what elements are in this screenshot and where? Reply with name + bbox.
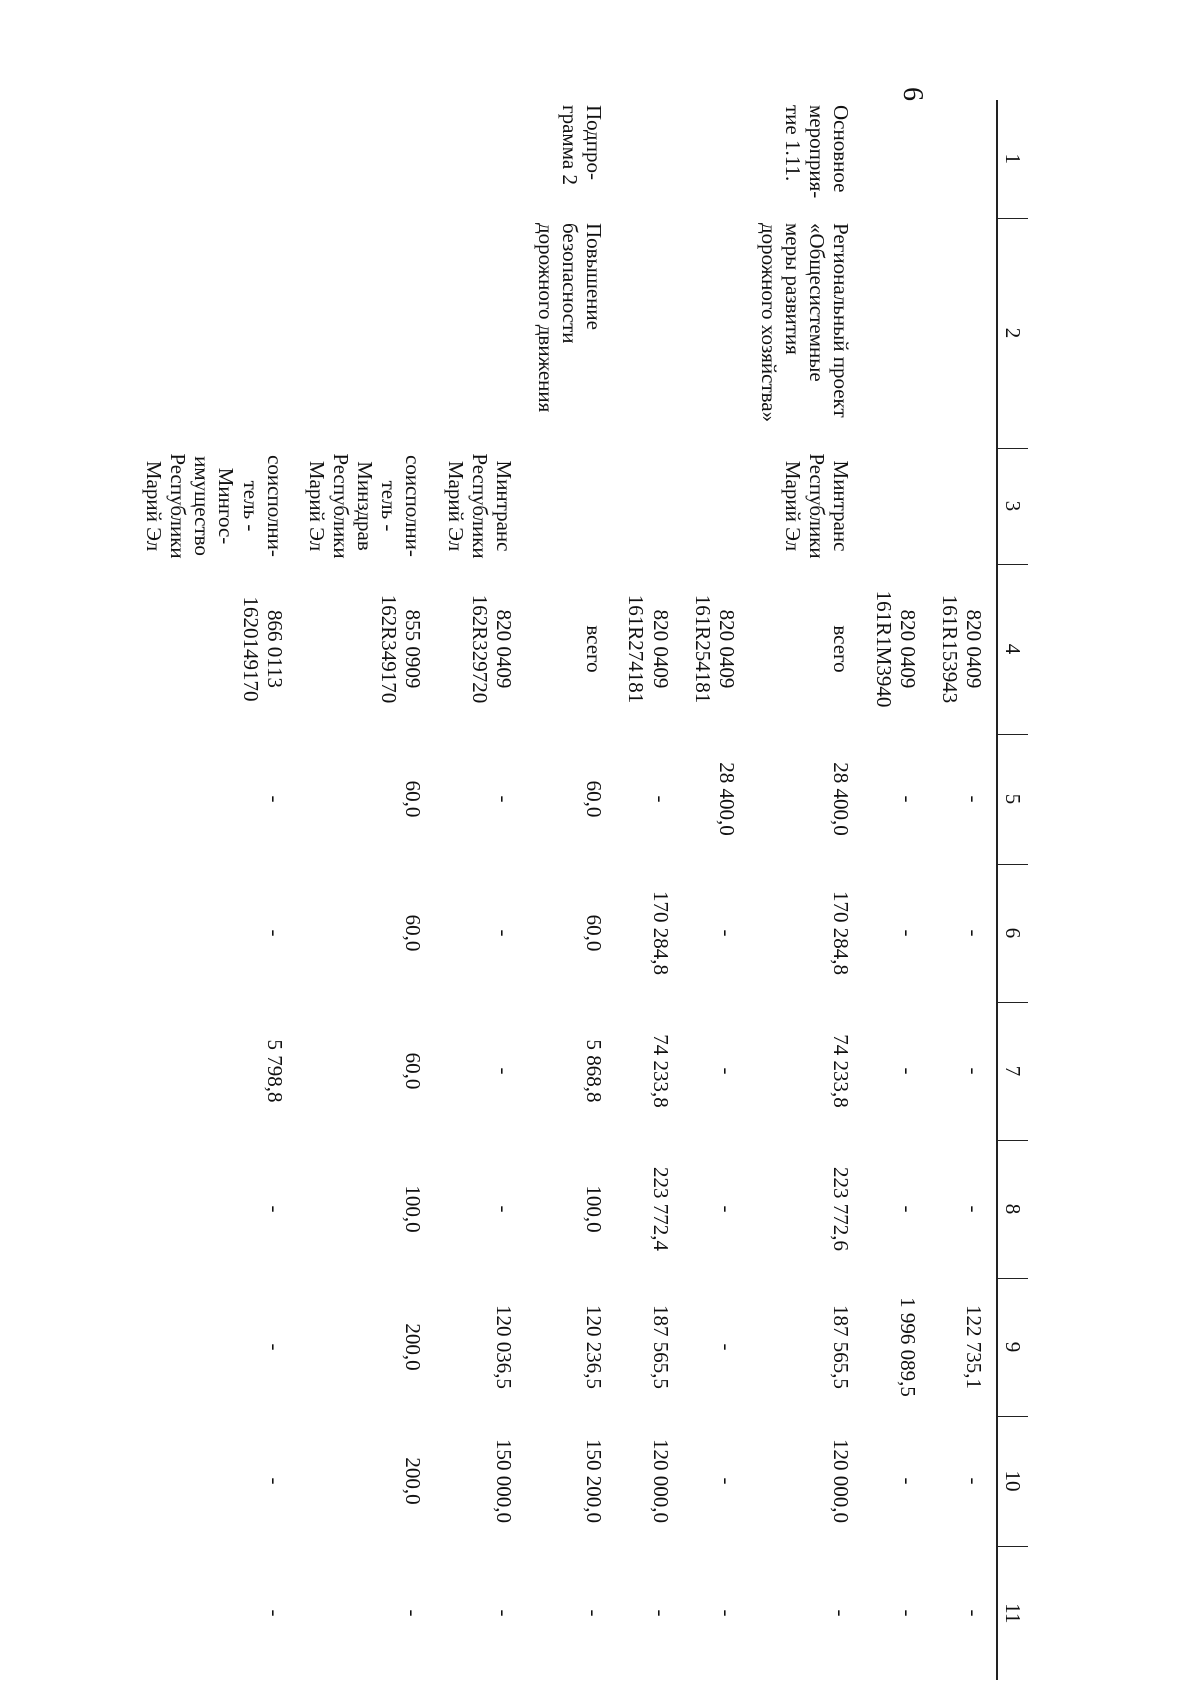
cell-line: всего — [582, 625, 607, 673]
col-header-8: 8 — [997, 1140, 1028, 1278]
cell-line: Республики — [805, 453, 830, 559]
cell-col-5: - — [491, 795, 516, 803]
cell-line: Республики — [329, 453, 354, 559]
cell-col-7: 5 868,8 — [582, 1039, 607, 1103]
cell-col-5: - — [895, 795, 920, 803]
cell-col-3 — [757, 448, 872, 564]
cell-col-10: 150 000,0 — [491, 1439, 516, 1523]
cell-col-9: 122 735,1 — [962, 1305, 986, 1389]
cell-col-1 — [757, 100, 872, 218]
col-header-7: 7 — [997, 1002, 1028, 1140]
cell-col-9: 120 236,5 — [582, 1305, 607, 1389]
cell-line: 1620149170 — [238, 596, 263, 702]
col-header-2: 2 — [997, 218, 1028, 448]
table-row — [142, 100, 305, 1680]
table-row — [305, 100, 444, 1680]
cell-col-9: 187 565,5 — [829, 1305, 854, 1389]
cell-col-1 — [938, 100, 997, 218]
cell-col-8: - — [262, 1205, 287, 1213]
cell-line: мероприя- — [805, 105, 830, 199]
cell-line: всего — [829, 625, 854, 673]
cell-line: дорожного движения — [534, 223, 559, 413]
col-header-5: 5 — [997, 734, 1028, 864]
col-header-9: 9 — [997, 1278, 1028, 1416]
cell-line: Марий Эл — [304, 460, 329, 552]
cell-col-11: - — [491, 1609, 516, 1617]
cell-col-8: 223 772,4 — [648, 1167, 673, 1251]
cell-col-4 — [305, 564, 444, 734]
cell-line: 161R274181 — [624, 594, 649, 704]
cell-line: Минтранс — [491, 460, 516, 552]
cell-line: 820 0409 — [491, 609, 516, 689]
cell-line: 820 0409 — [648, 609, 673, 689]
cell-col-6: - — [895, 929, 920, 937]
budget-table — [142, 100, 1028, 1680]
cell-line: Подпро- — [582, 105, 607, 180]
cell-line: соисполни- — [401, 455, 426, 557]
table-row — [624, 100, 690, 1680]
cell-col-7: 5 798,8 — [262, 1039, 287, 1103]
cell-col-3 — [142, 448, 305, 564]
col-header-3: 3 — [997, 448, 1028, 564]
header-row — [997, 100, 1028, 1680]
cell-line: 162R349170 — [377, 594, 402, 704]
cell-col-8: 100,0 — [401, 1185, 426, 1233]
cell-col-11: - — [829, 1609, 854, 1617]
cell-col-9: 200,0 — [401, 1323, 426, 1371]
cell-line: 820 0409 — [962, 609, 986, 689]
cell-col-10: 150 200,0 — [582, 1439, 607, 1523]
cell-line: 855 0909 — [401, 609, 426, 689]
table-row — [691, 100, 757, 1680]
col-header-1: 1 — [997, 100, 1028, 218]
cell-col-2 — [757, 218, 872, 448]
table-row — [534, 100, 624, 1680]
cell-col-3 — [938, 448, 997, 564]
cell-col-7: 74 233,8 — [829, 1034, 854, 1108]
cell-line: Республики — [166, 453, 191, 559]
cell-col-11: - — [648, 1609, 673, 1617]
cell-col-7: 60,0 — [401, 1052, 426, 1090]
cell-line: Повышение — [582, 223, 607, 330]
cell-line: дорожного хозяйства» — [757, 223, 782, 423]
cell-col-11: - — [895, 1609, 920, 1617]
cell-line: Марий Эл — [443, 460, 468, 552]
cell-line: тель - — [377, 480, 402, 532]
cell-col-6: - — [962, 929, 986, 937]
cell-col-3 — [305, 448, 444, 564]
rotated-table-container — [142, 100, 1028, 1680]
table-row — [757, 100, 872, 1680]
cell-line: 161R254181 — [690, 594, 715, 704]
cell-col-4 — [624, 564, 690, 734]
cell-col-2 — [691, 218, 757, 448]
cell-line: меры развития — [781, 223, 806, 355]
cell-col-5: - — [262, 795, 287, 803]
cell-line: Мингос- — [214, 467, 239, 545]
cell-col-1 — [534, 100, 624, 218]
cell-col-10: 200,0 — [401, 1457, 426, 1505]
cell-col-4 — [757, 564, 872, 734]
cell-col-1 — [871, 100, 937, 218]
cell-col-10: - — [962, 1477, 986, 1485]
cell-col-4 — [871, 564, 937, 734]
cell-col-5: 60,0 — [582, 780, 607, 818]
cell-col-3 — [691, 448, 757, 564]
cell-col-9: - — [262, 1343, 287, 1351]
cell-col-3 — [534, 448, 624, 564]
cell-line: имущество — [190, 456, 215, 556]
cell-col-2 — [142, 218, 305, 448]
cell-col-8: 223 772,6 — [829, 1167, 854, 1251]
cell-col-4 — [142, 564, 305, 734]
cell-col-11: - — [582, 1609, 607, 1617]
cell-col-11: - — [401, 1609, 426, 1617]
cell-line: 161R1M3940 — [871, 590, 896, 708]
cell-col-8: - — [491, 1205, 516, 1213]
cell-line: 866 0113 — [262, 610, 287, 688]
cell-line: Основное — [829, 105, 854, 193]
cell-col-8: 100,0 — [582, 1185, 607, 1233]
cell-col-10: - — [895, 1477, 920, 1485]
cell-col-2 — [624, 218, 690, 448]
cell-col-1 — [142, 100, 305, 218]
cell-col-10: 120 000,0 — [829, 1439, 854, 1523]
cell-col-7: 74 233,8 — [648, 1034, 673, 1108]
cell-line: 161R153943 — [937, 594, 962, 704]
cell-line: 162R329720 — [467, 594, 492, 704]
cell-col-6: 170 284,8 — [829, 891, 854, 975]
cell-col-5: 60,0 — [401, 780, 426, 818]
cell-line: 820 0409 — [714, 609, 739, 689]
cell-col-1 — [443, 100, 533, 218]
cell-col-6: 60,0 — [582, 914, 607, 952]
cell-line: соисполни- — [262, 455, 287, 557]
cell-line: Региональный проект — [829, 223, 854, 418]
cell-col-7: - — [895, 1067, 920, 1075]
cell-col-8: - — [714, 1205, 739, 1213]
cell-col-6: 170 284,8 — [648, 891, 673, 975]
cell-col-2 — [443, 218, 533, 448]
cell-col-3 — [443, 448, 533, 564]
cell-col-7: - — [962, 1067, 986, 1075]
cell-line: «Общесистемные — [805, 223, 830, 382]
table-body — [142, 100, 997, 1680]
table-row — [938, 100, 997, 1680]
cell-col-1 — [624, 100, 690, 218]
cell-col-10: 120 000,0 — [648, 1439, 673, 1523]
cell-line: Минтранс — [829, 460, 854, 552]
cell-line: тие 1.11. — [781, 105, 806, 182]
cell-col-8: - — [962, 1205, 986, 1213]
table-row — [443, 100, 533, 1680]
cell-col-2 — [305, 218, 444, 448]
cell-col-9: - — [714, 1343, 739, 1351]
cell-col-6: - — [491, 929, 516, 937]
cell-col-3 — [624, 448, 690, 564]
cell-col-3 — [871, 448, 937, 564]
cell-col-9: 120 036,5 — [491, 1305, 516, 1389]
cell-col-6: - — [714, 929, 739, 937]
cell-col-5: 28 400,0 — [714, 762, 739, 836]
cell-col-1 — [305, 100, 444, 218]
cell-line: Марий Эл — [142, 460, 167, 552]
cell-col-4 — [443, 564, 533, 734]
cell-col-9: 187 565,5 — [648, 1305, 673, 1389]
cell-col-4 — [938, 564, 997, 734]
cell-col-10: - — [714, 1477, 739, 1485]
cell-col-5: - — [962, 795, 986, 803]
cell-col-2 — [938, 218, 997, 448]
cell-col-1 — [691, 100, 757, 218]
cell-line: Марий Эл — [781, 460, 806, 552]
cell-line: тель - — [238, 480, 263, 532]
cell-col-11: - — [714, 1609, 739, 1617]
cell-col-6: - — [262, 929, 287, 937]
cell-col-5: - — [648, 795, 673, 803]
cell-col-2 — [534, 218, 624, 448]
cell-col-11: - — [262, 1609, 287, 1617]
col-header-4: 4 — [997, 564, 1028, 734]
cell-col-7: - — [714, 1067, 739, 1075]
cell-col-5: 28 400,0 — [829, 762, 854, 836]
cell-col-11: - — [962, 1609, 986, 1617]
col-header-11: 11 — [997, 1546, 1028, 1680]
cell-line: Минздрав — [353, 461, 378, 551]
cell-line: грамма 2 — [558, 105, 583, 185]
cell-col-6: 60,0 — [401, 914, 426, 952]
cell-line: 820 0409 — [895, 609, 920, 689]
cell-col-7: - — [491, 1067, 516, 1075]
col-header-6: 6 — [997, 864, 1028, 1002]
cell-col-10: - — [262, 1477, 287, 1485]
cell-col-2 — [871, 218, 937, 448]
page-number: 6 — [897, 87, 928, 101]
cell-col-4 — [691, 564, 757, 734]
cell-col-8: - — [895, 1205, 920, 1213]
table-row — [871, 100, 937, 1680]
cell-col-4 — [534, 564, 624, 734]
cell-line: безопасности — [558, 223, 583, 344]
cell-line: Республики — [467, 453, 492, 559]
col-header-10: 10 — [997, 1416, 1028, 1546]
cell-col-9: 1 996 089,5 — [895, 1297, 920, 1397]
